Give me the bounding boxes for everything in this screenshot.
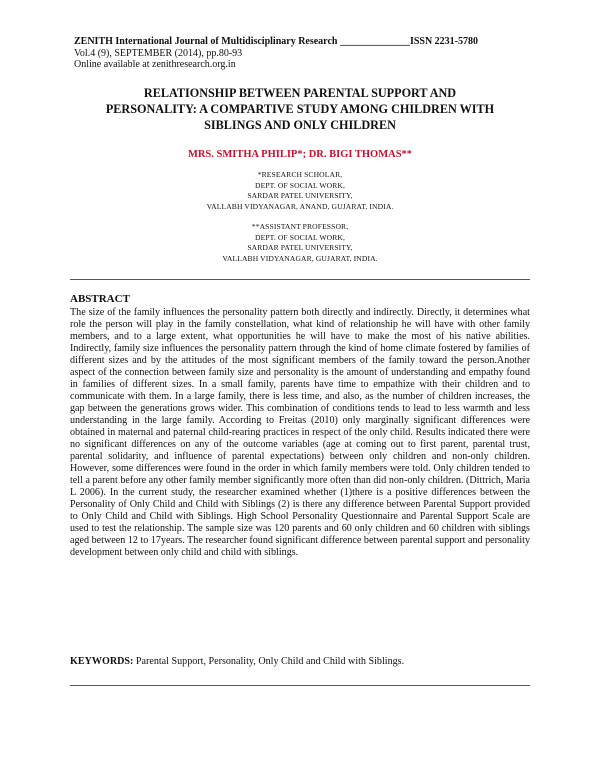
title-line-3: SIBLINGS AND ONLY CHILDREN [204,118,396,132]
journal-line: ZENITH International Journal of Multidisciplinary Research ______________ISSN 2231-5780 [74,36,479,47]
divider-top [70,279,530,280]
volume-line: Vol.4 (9), SEPTEMBER (2014), pp.80-93 [74,47,243,59]
abstract-body [70,307,530,559]
keywords-text: Parental Support, Personality, Only Child and Child with Siblings. [133,656,405,667]
affiliation-line: **ASSISTANT PROFESSOR, [251,222,349,231]
journal-header [74,36,534,71]
affiliation-line: SARDAR PATEL UNIVERSITY, [247,191,353,201]
abstract-heading: ABSTRACT [70,293,130,305]
affiliation-1 [60,170,540,212]
affiliation-line: DEPT. OF SOCIAL WORK, [255,232,345,242]
affiliation-line: DEPT. OF SOCIAL WORK, [255,180,345,190]
affiliation-line: VALLABH VIDYANAGAR, ANAND, GUJARAT, INDIA. [206,201,394,211]
affiliation-line: VALLABH VIDYANAGAR, GUJARAT, INDIA. [222,253,378,263]
keywords [70,656,530,668]
online-line: Online available at zenithresearch.org.in [74,59,236,70]
affiliation-line: SARDAR PATEL UNIVERSITY, [247,243,353,253]
abstract-text: The size of the family influences the personality pattern both directly and indirectly. Directly, it determines what role the person will play in the family constellation, what kind of relationship he will have with other family members, and to a large extent, what opportunities he will have to make the most of his native abilities. Indirectly, family size influences the personality pattern through the kind of home climate fostered by families of different sizes and by the attitudes of the most significant members of the family toward the person.Another aspect of the connection between family size and personality is the amount of understanding and empathy found in families of different sizes. In a small family, parents have time to empathize with their children and to communicate with them. In a large family, there is less time, and also, as the number of children increases, the gap between the generations grows wider. This combination of conditions tends to lead to less warmth and less understanding in the large family. According to Freitas (2010) only marginally significant differences were obtained in maternal and paternal child-rearing practices in respect of the only child. Results indicated there were no significant differences on any of the outcome variables (age at coming out to first parent, parental trust, parental solidarity, and influence of parental expectations) between only children and non-only children. However, some differences were found in the order in which family members were told. Only children tended to tell a parent before any other family member significantly more often than did non-only children. (Dittrich, Maria L 2006). In the current study, the researcher examined whether (1)there is a positive differences between the Personality of Only Child and Child with Siblings (2) is there any difference between Parental Support provided to Only Child and Child with Siblings. High School Personality Questionnaire and Parental Support Scale are used to test the relationship. The sample size was 120 parents and 60 only children and 60 children with siblings aged between 12 to 17years. The researcher found significant difference between parental support and personality development between only child and child with siblings. [70,307,530,558]
title-line-1: RELATIONSHIP BETWEEN PARENTAL SUPPORT AND [143,86,457,100]
title-line-2: PERSONALITY: A COMPARTIVE STUDY AMONG CHILDREN WITH [105,102,495,116]
divider-bottom [70,685,530,686]
affiliation-2 [60,222,540,264]
affiliation-line: *RESEARCH SCHOLAR, [257,170,343,179]
authors: MRS. SMITHA PHILIP*; DR. BIGI THOMAS** [187,149,413,160]
paper-title [60,85,540,133]
keywords-label: KEYWORDS: [70,656,134,667]
